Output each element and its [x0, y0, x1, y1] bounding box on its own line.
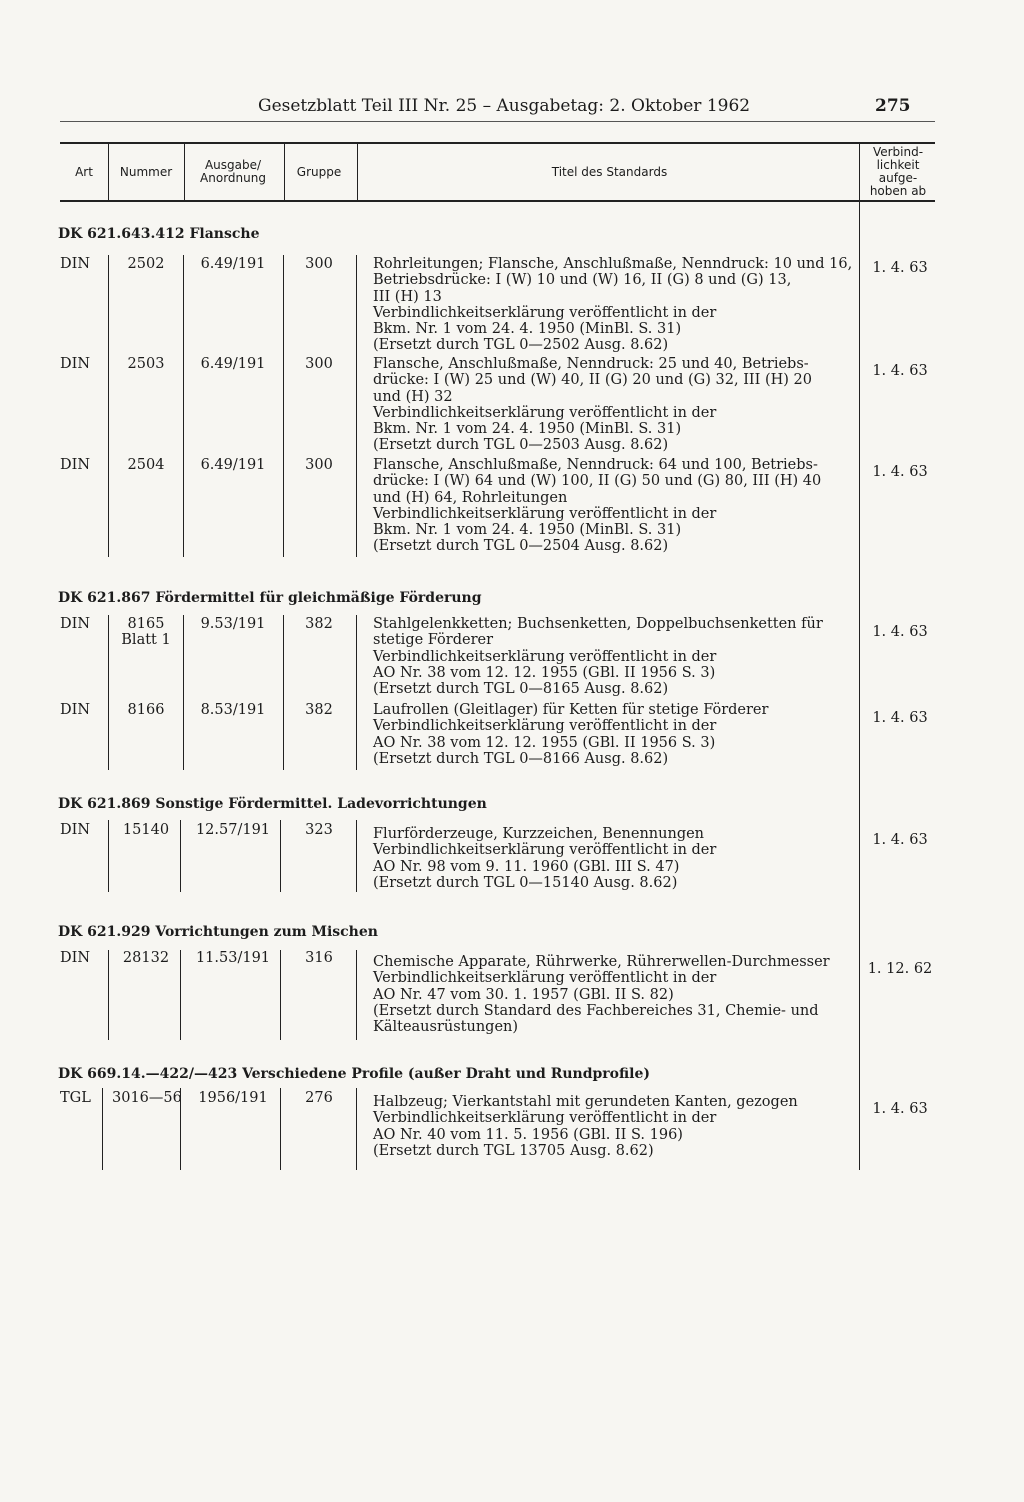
cell-ausgabe: 6.49/191 — [200, 457, 266, 473]
cell-art: DIN — [60, 702, 91, 718]
table-header — [60, 142, 935, 202]
header-title: Gesetzblatt Teil III Nr. 25 – Ausgabetag: 2. Oktober 1962 — [258, 96, 751, 116]
cell-ausgabe: 9.53/191 — [200, 616, 266, 632]
title-line: stetige Förderer — [373, 632, 494, 649]
cell-gruppe: 316 — [305, 950, 333, 966]
title-line: AO Nr. 47 vom 30. 1. 1957 (GBl. II S. 82) — [373, 986, 674, 1003]
cell-gruppe: 300 — [305, 256, 333, 272]
col-verbind-line4: hoben ab — [869, 184, 927, 198]
title-line: Verbindlichkeitserklärung veröffentlicht in der — [373, 404, 717, 421]
title-line: Bkm. Nr. 1 vom 24. 4. 1950 (MinBl. S. 31) — [373, 421, 682, 438]
cell-ausgabe: 8.53/191 — [200, 702, 266, 718]
cell-art: DIN — [60, 616, 91, 632]
title-line: (Ersetzt durch Standard des Fachbereiches 31, Chemie- und — [373, 1002, 819, 1019]
col-nummer: Nummer — [119, 164, 173, 179]
cell-nummer: 2504 — [127, 457, 165, 473]
cell-date: 1. 4. 63 — [872, 363, 928, 379]
col-ausgabe-line2: Anordnung — [200, 171, 266, 185]
column-rule — [280, 950, 281, 1040]
col-divider — [859, 144, 860, 200]
title-line: und (H) 32 — [373, 388, 453, 405]
title-line: Verbindlichkeitserklärung veröffentlicht in der — [373, 505, 717, 522]
column-rule — [108, 255, 109, 557]
title-line: Bkm. Nr. 1 vom 24. 4. 1950 (MinBl. S. 31) — [373, 522, 682, 539]
header-rule — [60, 121, 935, 122]
cell-date: 1. 4. 63 — [872, 464, 928, 480]
col-verbindlichkeit — [861, 144, 935, 200]
cell-date: 1. 4. 63 — [872, 260, 928, 276]
column-rule — [183, 615, 184, 770]
column-rule — [283, 255, 284, 557]
title-line: (Ersetzt durch TGL 0—2504 Ausg. 8.62) — [373, 538, 669, 555]
title-line: III (H) 13 — [373, 288, 442, 305]
title-line: Verbindlichkeitserklärung veröffentlicht in der — [373, 304, 717, 321]
cell-nummer: 15140 — [122, 822, 170, 838]
cell-art: DIN — [60, 256, 91, 272]
title-line: AO Nr. 38 vom 12. 12. 1955 (GBl. II 1956 S. 3) — [373, 734, 716, 751]
col-verbind-line3: aufge- — [878, 171, 918, 185]
column-rule — [108, 950, 109, 1040]
cell-ausgabe: 11.53/191 — [195, 950, 271, 966]
title-line: (Ersetzt durch TGL 0—2503 Ausg. 8.62) — [373, 437, 669, 454]
title-line: Flansche, Anschlußmaße, Nenndruck: 25 und 40, Betriebs- — [373, 356, 809, 372]
title-line: Halbzeug; Vierkantstahl mit gerundeten Kanten, gezogen — [373, 1094, 798, 1110]
col-divider — [357, 144, 358, 200]
title-line: drücke: I (W) 25 und (W) 40, II (G) 20 und (G) 32, III (H) 20 — [373, 372, 813, 389]
title-line: Verbindlichkeitserklärung veröffentlicht in der — [373, 842, 717, 859]
cell-gruppe: 300 — [305, 457, 333, 473]
cell-date: 1. 4. 63 — [872, 832, 928, 848]
title-line: drücke: I (W) 64 und (W) 100, II (G) 50 und (G) 80, III (H) 40 — [373, 473, 822, 490]
page-number: 275 — [875, 96, 911, 116]
cell-nummer: 3016—56 — [112, 1090, 182, 1106]
cell-title — [373, 256, 857, 354]
cell-gruppe: 382 — [305, 702, 333, 718]
cell-title — [373, 826, 857, 891]
section-title: DK 621.867 Fördermittel für gleichmäßige Förderung — [58, 590, 482, 606]
col-verbind-line2: lichkeit — [876, 158, 920, 172]
title-line: Verbindlichkeitserklärung veröffentlicht in der — [373, 648, 717, 665]
cell-ausgabe: 6.49/191 — [200, 356, 266, 372]
cell-ausgabe: 1956/191 — [198, 1090, 268, 1106]
title-line: AO Nr. 38 vom 12. 12. 1955 (GBl. II 1956 S. 3) — [373, 664, 716, 681]
cell-nummer: 28132 — [122, 950, 170, 966]
title-line: Verbindlichkeitserklärung veröffentlicht in der — [373, 970, 717, 987]
col-divider — [108, 144, 109, 200]
cell-art: DIN — [60, 356, 91, 372]
title-line: Rohrleitungen; Flansche, Anschlußmaße, Nenndruck: 10 und 16, — [373, 256, 853, 272]
col-divider — [284, 144, 285, 200]
cell-date: 1. 4. 63 — [872, 1101, 928, 1117]
title-line: Bkm. Nr. 1 vom 24. 4. 1950 (MinBl. S. 31) — [373, 321, 682, 338]
title-line: Chemische Apparate, Rührwerke, Rührerwellen-Durchmesser — [373, 954, 830, 970]
title-line: (Ersetzt durch TGL 0—15140 Ausg. 8.62) — [373, 874, 678, 891]
title-line: (Ersetzt durch TGL 0—8165 Ausg. 8.62) — [373, 681, 669, 698]
title-line: (Ersetzt durch TGL 0—8166 Ausg. 8.62) — [373, 750, 669, 767]
column-rule — [180, 820, 181, 892]
column-rule — [183, 255, 184, 557]
column-rule — [283, 615, 284, 770]
cell-gruppe: 382 — [305, 616, 333, 632]
title-line: AO Nr. 40 vom 11. 5. 1956 (GBl. II S. 196) — [373, 1126, 683, 1143]
date-column-rule — [859, 198, 860, 1170]
column-rule — [356, 255, 357, 557]
cell-title — [373, 616, 857, 697]
title-line: Flurförderzeuge, Kurzzeichen, Benennungen — [373, 826, 705, 842]
cell-nummer — [112, 616, 180, 648]
cell-ausgabe: 12.57/191 — [195, 822, 271, 838]
title-line: Verbindlichkeitserklärung veröffentlicht in der — [373, 1110, 717, 1127]
section-title: DK 621.643.412 Flansche — [58, 226, 260, 242]
title-line: Kälteausrüstungen) — [373, 1019, 519, 1036]
page-header — [0, 96, 1024, 120]
column-rule — [280, 1088, 281, 1170]
column-rule — [180, 1088, 181, 1170]
cell-gruppe: 276 — [305, 1090, 333, 1106]
title-line: (Ersetzt durch TGL 13705 Ausg. 8.62) — [373, 1142, 654, 1159]
cell-nummer: 8166 — [127, 702, 165, 718]
col-gruppe: Gruppe — [296, 164, 342, 179]
section-title: DK 621.929 Vorrichtungen zum Mischen — [58, 924, 378, 940]
column-rule — [180, 950, 181, 1040]
title-line: Laufrollen (Gleitlager) für Ketten für stetige Förderer — [373, 702, 769, 718]
title-line: Flansche, Anschlußmaße, Nenndruck: 64 und 100, Betriebs- — [373, 457, 818, 473]
title-line: (Ersetzt durch TGL 0—2502 Ausg. 8.62) — [373, 337, 669, 354]
col-ausgabe-line1: Ausgabe/ — [204, 158, 262, 172]
nummer-blatt: Blatt 1 — [121, 632, 171, 648]
col-divider — [184, 144, 185, 200]
column-rule — [356, 950, 357, 1040]
column-rule — [356, 820, 357, 892]
cell-art: DIN — [60, 950, 91, 966]
cell-title — [373, 954, 857, 1035]
column-rule — [356, 615, 357, 770]
cell-date: 1. 4. 63 — [872, 710, 928, 726]
cell-title — [373, 1094, 857, 1159]
cell-date: 1. 12. 62 — [867, 961, 933, 977]
cell-title — [373, 702, 857, 767]
col-titel: Titel des Standards — [551, 164, 668, 179]
title-line: AO Nr. 98 vom 9. 11. 1960 (GBl. III S. 47) — [373, 858, 680, 875]
title-line: Verbindlichkeitserklärung veröffentlicht in der — [373, 718, 717, 735]
cell-nummer: 2503 — [127, 356, 165, 372]
col-ausgabe — [186, 144, 280, 200]
cell-gruppe: 300 — [305, 356, 333, 372]
column-rule — [280, 820, 281, 892]
cell-art: TGL — [60, 1090, 91, 1106]
cell-nummer: 2502 — [127, 256, 165, 272]
col-art: Art — [75, 164, 93, 179]
title-line: und (H) 64, Rohrleitungen — [373, 489, 568, 506]
column-rule — [356, 1088, 357, 1170]
col-verbind-line1: Verbind- — [872, 145, 924, 159]
cell-title — [373, 356, 857, 454]
cell-title — [373, 457, 857, 555]
cell-ausgabe: 6.49/191 — [200, 256, 266, 272]
title-line: Stahlgelenkketten; Buchsenketten, Doppelbuchsenketten für — [373, 616, 823, 632]
cell-art: DIN — [60, 457, 91, 473]
section-title: DK 621.869 Sonstige Fördermittel. Ladevorrichtungen — [58, 796, 487, 812]
column-rule — [102, 1088, 103, 1170]
cell-date: 1. 4. 63 — [872, 624, 928, 640]
nummer-line: 8165 — [127, 616, 165, 632]
cell-gruppe: 323 — [305, 822, 333, 838]
column-rule — [108, 820, 109, 892]
section-title: DK 669.14.—422/—423 Verschiedene Profile (außer Draht und Rundprofile) — [58, 1066, 651, 1082]
cell-art: DIN — [60, 822, 91, 838]
column-rule — [108, 615, 109, 770]
title-line: Betriebsdrücke: I (W) 10 und (W) 16, II (G) 8 und (G) 13, — [373, 272, 792, 289]
